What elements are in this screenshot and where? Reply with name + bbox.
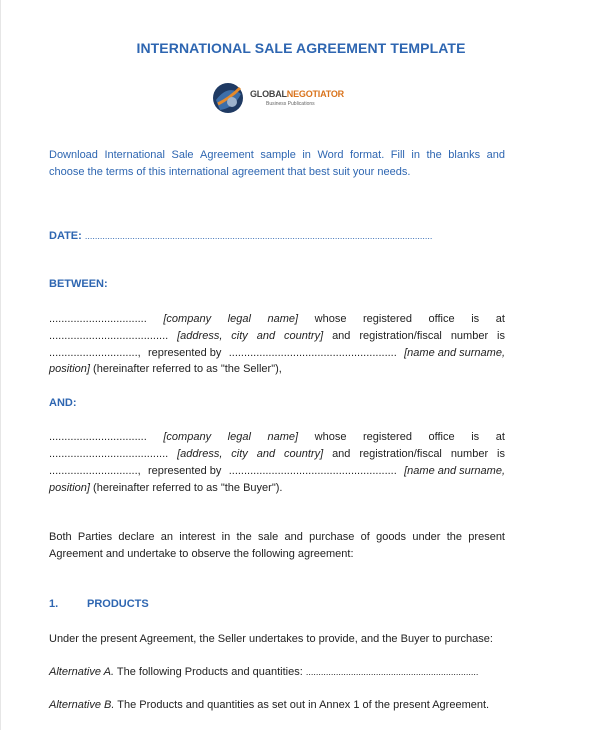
between-heading: BETWEEN: xyxy=(49,278,108,290)
buyer-row-2-word: [address, xyxy=(177,448,223,460)
logo-subtitle: Business Publications xyxy=(266,101,315,107)
seller-row-1-word: ................................ xyxy=(49,313,147,325)
seller-row-2-word: city xyxy=(231,330,248,342)
declare-word: the xyxy=(236,531,252,543)
declare-word: declare xyxy=(118,531,155,543)
buyer-row-1-word: is xyxy=(471,431,480,443)
buyer-row-2-word: city xyxy=(231,448,248,460)
buyer-row-2-word: is xyxy=(497,448,505,460)
seller-row-2-word: registration/fiscal xyxy=(359,330,442,342)
buyer-row-1-word: office xyxy=(428,431,455,443)
seller-row-2-word: country] xyxy=(284,330,324,342)
seller-row-2-word: number xyxy=(450,330,489,342)
buyer-hereinafter: (hereinafter referred to as "the Buyer"). xyxy=(93,482,283,494)
seller-row-1-word: is xyxy=(471,313,480,325)
alternative-a xyxy=(49,665,505,679)
intro-word: Download xyxy=(49,149,98,161)
seller-row-1-word: legal xyxy=(227,313,251,325)
seller-hereinafter: (hereinafter referred to as "the Seller"), xyxy=(93,363,282,375)
and-heading: AND: xyxy=(49,397,77,409)
globe-logo-icon xyxy=(210,80,246,116)
buyer-row-1-word: whose xyxy=(314,431,347,443)
intro-word: Word xyxy=(317,149,344,161)
seller-row-4 xyxy=(49,362,505,376)
logo-wordmark: GLOBALNEGOTIATOR xyxy=(250,89,344,99)
buyer-row-2-word: and xyxy=(256,448,276,460)
intro-line-2: choose the terms of this international agreement that best suit your needs. xyxy=(49,166,411,178)
seller-position: position] xyxy=(49,363,90,375)
intro-word: and xyxy=(486,149,505,161)
seller-row-3 xyxy=(49,346,505,360)
seller-row-2-word: [address, xyxy=(177,330,223,342)
declare-word: sale xyxy=(258,531,279,543)
buyer-row-2 xyxy=(49,447,505,461)
buyer-row-3 xyxy=(49,464,505,478)
alternative-b xyxy=(49,698,505,712)
date-blank: ........................................................................................................................................... xyxy=(84,231,433,241)
buyer-row-2-word: registration/fiscal xyxy=(359,448,442,460)
declare-word: the xyxy=(446,531,463,543)
alt-b-text: The Products and quantities as set out in Annex 1 of the present Agreement. xyxy=(117,699,490,711)
buyer-row-1-word: name] xyxy=(267,431,299,443)
declare-line-1 xyxy=(49,530,505,544)
intro-word: Sale xyxy=(171,149,194,161)
buyer-row-1 xyxy=(49,430,505,444)
page-title: INTERNATIONAL SALE AGREEMENT TEMPLATE xyxy=(136,40,466,56)
alt-a-label: Alternative A. xyxy=(49,666,115,678)
seller-row-1 xyxy=(49,312,505,326)
buyer-row-1-word: registered xyxy=(363,431,412,443)
buyer-row-4 xyxy=(49,481,505,495)
buyer-row-2-word: and xyxy=(332,448,351,460)
date-label: DATE: xyxy=(49,230,82,242)
buyer-row-2-word: number xyxy=(450,448,489,460)
products-intro: Under the present Agreement, the Seller undertakes to provide, and the Buyer to purchase: xyxy=(49,633,493,645)
buyer-dots: ............................., xyxy=(49,465,141,477)
declare-word: goods xyxy=(376,531,407,543)
declare-word: purchase xyxy=(309,531,355,543)
declare-word: under xyxy=(412,531,441,543)
declare-word: present xyxy=(468,531,505,543)
date-line xyxy=(49,229,505,243)
intro-line-1 xyxy=(49,148,505,162)
intro-word: in xyxy=(411,149,420,161)
intro-word: Fill xyxy=(390,149,405,161)
intro-word: International xyxy=(104,149,165,161)
buyer-represented-by: represented by xyxy=(148,465,222,477)
intro-word: sample xyxy=(260,149,296,161)
buyer-row-1-word: ................................ xyxy=(49,431,147,443)
seller-row-1-word: [company xyxy=(163,313,212,325)
declare-word: of xyxy=(360,531,370,543)
buyer-position: position] xyxy=(49,482,90,494)
declare-line-2: Agreement and undertake to observe the following agreement: xyxy=(49,548,354,560)
intro-word: format. xyxy=(350,149,385,161)
seller-name-surname: [name and surname, xyxy=(404,347,505,359)
buyer-row-2-word: country] xyxy=(284,448,324,460)
seller-row-1-word: registered xyxy=(363,313,412,325)
alt-a-text: The following Products and quantities: xyxy=(116,666,303,678)
seller-represented-by: represented by xyxy=(148,347,222,359)
seller-row-2-word: and xyxy=(332,330,351,342)
seller-row-2-word: and xyxy=(256,330,276,342)
buyer-row-1-word: [company xyxy=(163,431,212,443)
intro-word: in xyxy=(302,149,311,161)
alt-b-label: Alternative B. xyxy=(49,699,115,711)
declare-word: Both xyxy=(49,531,72,543)
seller-row-1-word: name] xyxy=(267,313,299,325)
intro-word: Agreement xyxy=(200,149,254,161)
buyer-row-2-word: ....................................... xyxy=(49,448,169,460)
declare-word: in xyxy=(221,531,231,543)
declare-word: and xyxy=(284,531,303,543)
seller-row-2 xyxy=(49,329,505,343)
seller-row-1-word: whose xyxy=(314,313,347,325)
seller-row-2-word: is xyxy=(497,330,505,342)
buyer-row-1-word: legal xyxy=(227,431,251,443)
declare-word: an xyxy=(160,531,174,543)
seller-dots: ............................., xyxy=(49,347,141,359)
alt-a-blank: ..................................................................... xyxy=(305,667,479,677)
declare-word: interest xyxy=(179,531,216,543)
products-number: 1. xyxy=(49,598,59,610)
intro-word: blanks xyxy=(448,149,481,161)
declare-word: Parties xyxy=(77,531,113,543)
products-heading: PRODUCTS xyxy=(87,598,149,610)
buyer-rep-blank: ....................................................... xyxy=(228,465,397,477)
seller-row-1-word: office xyxy=(428,313,455,325)
seller-rep-blank: ....................................................... xyxy=(228,347,397,359)
intro-word: the xyxy=(426,149,442,161)
seller-row-1-word: at xyxy=(495,313,505,325)
seller-row-2-word: ....................................... xyxy=(49,330,169,342)
buyer-name-surname: [name and surname, xyxy=(404,465,505,477)
buyer-row-1-word: at xyxy=(495,431,505,443)
